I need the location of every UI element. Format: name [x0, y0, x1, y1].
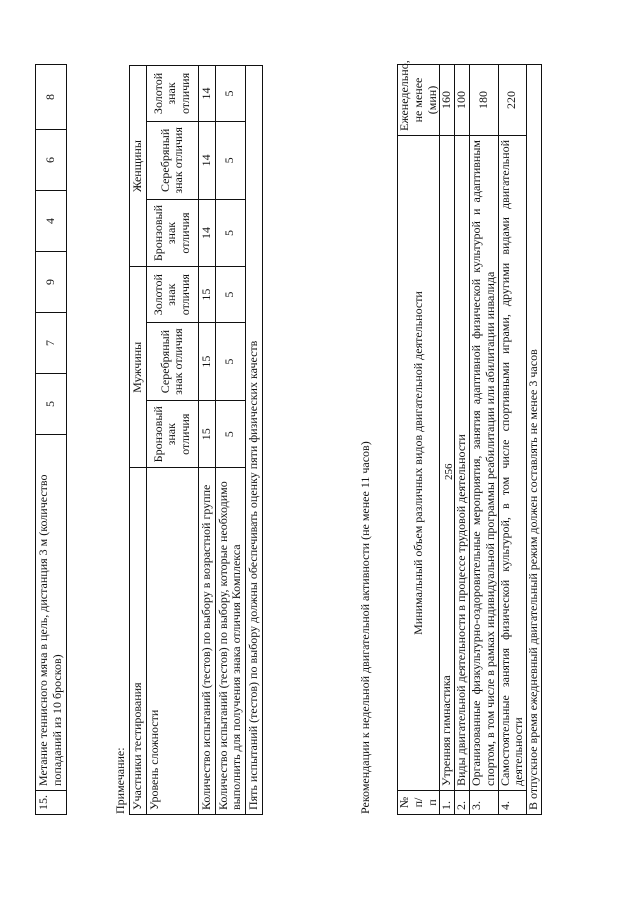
table-row — [498, 65, 527, 815]
table-row — [440, 65, 455, 815]
table-row — [146, 66, 198, 815]
row-value: 14 — [198, 121, 215, 199]
gold-header: Золотой знак отличия — [146, 66, 198, 122]
page-number: 256 — [443, 463, 455, 480]
row-number: 1. — [440, 791, 455, 815]
row-value: 15 — [198, 323, 215, 401]
table-row — [527, 65, 542, 815]
row-value: 15 — [198, 401, 215, 468]
table-row — [130, 66, 147, 815]
row-value: 180 — [469, 65, 498, 136]
row-value: 5 — [215, 121, 246, 199]
table-row — [469, 65, 498, 815]
row-value: 14 — [198, 66, 215, 122]
row-value: 100 — [455, 65, 470, 136]
row-value: 7 — [36, 313, 67, 374]
row-value: 15 — [198, 267, 215, 323]
row-value: 6 — [36, 130, 67, 191]
row-value: 5 — [215, 199, 246, 266]
row-value: 14 — [198, 199, 215, 266]
row-value: 5 — [215, 66, 246, 122]
table-row — [36, 65, 67, 815]
row-value: 160 — [440, 65, 455, 136]
bronze-header: Бронзовый знак отличия — [146, 401, 198, 468]
row-number: 15. — [36, 791, 67, 815]
table-row — [246, 66, 263, 815]
row-value: 220 — [498, 65, 527, 136]
silver-header: Серебряный знак отличия — [146, 121, 198, 199]
activity-table — [397, 60, 542, 815]
row-label: Утренняя гимнастика — [440, 136, 455, 791]
note-table — [129, 65, 263, 815]
row-label: Количество испытаний (тестов) по выбору, которые необходимо выполнить для получения знака отличия Комплекса — [215, 468, 246, 815]
participants-label: Участники тестирования — [130, 468, 147, 815]
table-row — [455, 65, 470, 815]
row-number: 4. — [498, 791, 527, 815]
row-value: 4 — [36, 191, 67, 252]
note-caption: Примечание: — [113, 747, 127, 814]
bronze-header: Бронзовый знак отличия — [146, 199, 198, 266]
row-value: 5 — [215, 323, 246, 401]
row-number: 3. — [469, 791, 498, 815]
row-value: 5 — [36, 374, 67, 435]
row-label: Организованные физкультурно-оздоровительные мероприятия, занятия адаптивной физической культурой и адаптивным спортом, в том числе в рамках индивидуальной программы реабилитации или абилитации инвалида — [469, 136, 498, 791]
gold-header: Золотой знак отличия — [146, 267, 198, 323]
column-header-activity: Минимальный объем различных видов двигательной деятельности — [398, 136, 440, 791]
women-header: Женщины — [130, 66, 147, 267]
row-value: 5 — [215, 401, 246, 468]
table-row — [398, 65, 440, 815]
recommendations-caption: Рекомендации к недельной двигательной активности (не менее 11 часов) — [358, 441, 372, 814]
table-row — [215, 66, 246, 815]
row-label: Виды двигательной деятельности в процессе трудовой деятельности — [455, 136, 470, 791]
row-label: Пять испытаний (тестов) по выбору должны обеспечивать оценку пяти физических качеств — [246, 66, 263, 815]
table-row — [198, 66, 215, 815]
men-header: Мужчины — [130, 267, 147, 468]
row-label: Самостоятельные занятия физической культурой, в том числе спортивными играми, другими видами двигательной деятельности — [498, 136, 527, 791]
row-value: 9 — [36, 252, 67, 313]
row-label: Количество испытаний (тестов) по выбору в возрастной группе — [198, 468, 215, 815]
row-number: 2. — [455, 791, 470, 815]
row-value: 5 — [215, 267, 246, 323]
column-header-number: № п/п — [398, 791, 440, 815]
row-label: Метание теннисного мяча в цель, дистанция 3 м (количество попаданий из 10 бросков) — [36, 435, 67, 791]
silver-header: Серебряный знак отличия — [146, 323, 198, 401]
row-label: В отпускное время ежедневный двигательный режим должен составлять не менее 3 часов — [527, 65, 542, 815]
column-header-weekly: Еженедельно, не менее (мин) — [398, 65, 440, 136]
row-value: 8 — [36, 65, 67, 130]
row-15-table — [35, 64, 67, 815]
level-label: Уровень сложности — [146, 468, 198, 815]
